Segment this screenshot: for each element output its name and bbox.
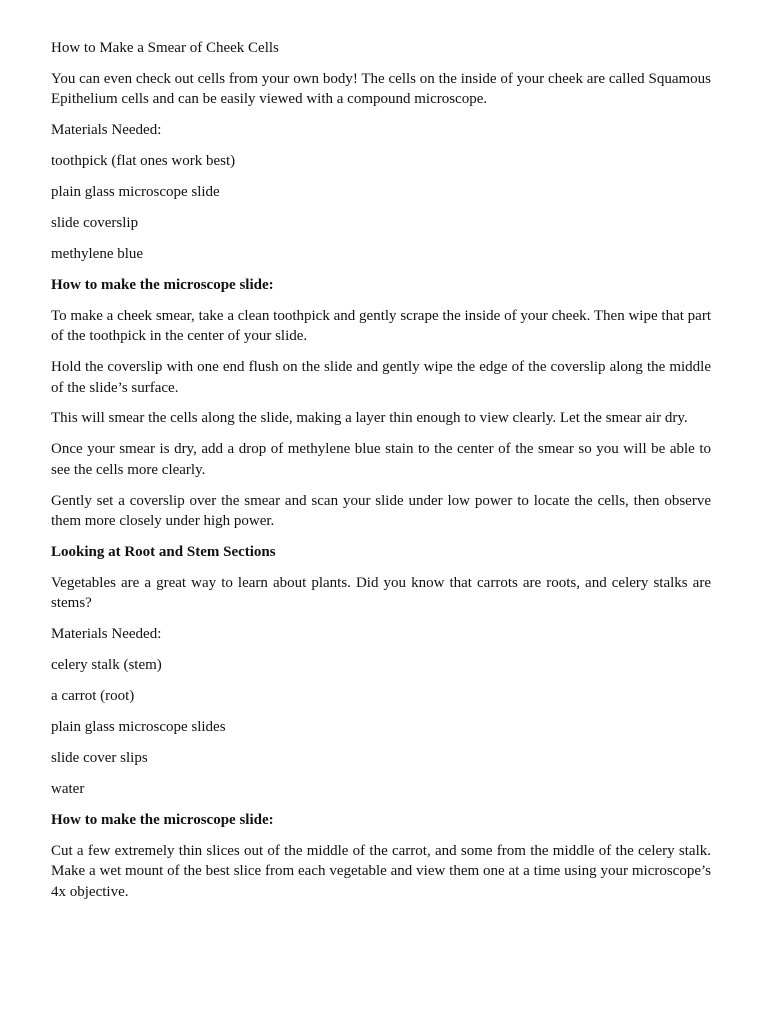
cheek-howto-heading: How to make the microscope slide:	[51, 276, 274, 293]
roots-material-item: plain glass microscope slides	[51, 719, 226, 736]
cheek-material-item: toothpick (flat ones work best)	[51, 153, 236, 170]
cheek-step: Gently set a coverslip over the smear and scan your slide under low power to locate the cells, then observe them more closely under high power.	[51, 492, 711, 530]
roots-intro: Vegetables are a great way to learn about plants. Did you know that carrots are roots, and celery stalks are stems?	[51, 574, 711, 612]
cheek-materials-heading: Materials Needed:	[51, 122, 162, 139]
cheek-intro: You can even check out cells from your own body! The cells on the inside of your cheek are called Squamous Epithelium cells and can be easily viewed with a compound microscope.	[51, 70, 711, 108]
roots-howto-heading: How to make the microscope slide:	[51, 811, 274, 828]
cheek-step: Once your smear is dry, add a drop of methylene blue stain to the center of the smear so you will be able to see the cells more clearly.	[51, 441, 711, 478]
document-page	[51, 38, 711, 912]
cheek-step: Hold the coverslip with one end flush on the slide and gently wipe the edge of the coverslip along the middle of the slide’s surface.	[51, 359, 711, 396]
document-title: How to Make a Smear of Cheek Cells	[51, 40, 279, 56]
cheek-material-item: slide coverslip	[51, 214, 139, 231]
cheek-step: To make a cheek smear, take a clean toothpick and gently scrape the inside of your cheek. Then wipe that part of the toothpick in the center of your slide.	[51, 307, 711, 345]
roots-material-item: celery stalk (stem)	[51, 657, 162, 674]
roots-material-item: a carrot (root)	[51, 688, 135, 705]
roots-step: Cut a few extremely thin slices out of the middle of the carrot, and some from the middle of the celery stalk. Make a wet mount of the best slice from each vegetable and view them one at a time using your microscope’s 4x objective.	[51, 842, 711, 900]
roots-heading: Looking at Root and Stem Sections	[51, 544, 276, 561]
roots-material-item: slide cover slips	[51, 749, 148, 766]
cheek-material-item: plain glass microscope slide	[51, 184, 220, 201]
cheek-material-item: methylene blue	[51, 245, 144, 262]
cheek-step: This will smear the cells along the slide, making a layer thin enough to view clearly. Let the smear air dry.	[51, 410, 688, 427]
roots-material-item: water	[51, 780, 85, 797]
roots-materials-heading: Materials Needed:	[51, 626, 162, 643]
